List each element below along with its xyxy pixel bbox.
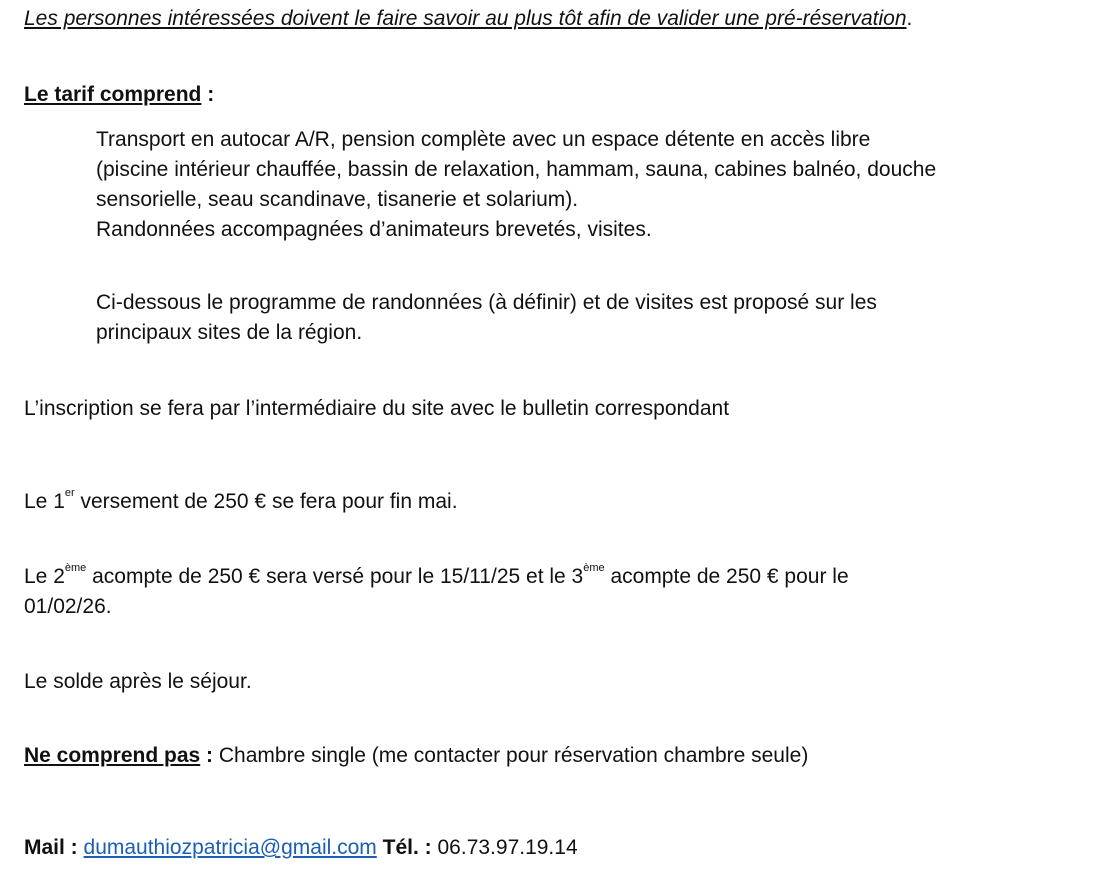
exclusion-colon: : <box>200 744 219 767</box>
versement-1-sup: er <box>64 487 75 499</box>
intro-period: . <box>906 7 913 30</box>
intro-paragraph <box>24 4 912 34</box>
versement-2-pre: Le 2 <box>24 565 65 588</box>
versement-2-post: acompte de 250 € pour le <box>604 565 849 588</box>
exclusion-text: Chambre single (me contacter pour réservation chambre seule) <box>218 744 809 767</box>
phone-number: 06.73.97.19.14 <box>437 836 578 859</box>
versement-2-mid: acompte de 250 € sera versé pour le 15/11/25 et le 3 <box>86 565 584 588</box>
versement-1-post: versement de 250 € se fera pour fin mai. <box>74 490 458 513</box>
tarif-line-1: Transport en autocar A/R, pension complète avec un espace détente en accès libre <box>96 128 871 151</box>
tel-label: Tél. : <box>382 836 432 859</box>
versement-1-pre: Le 1 <box>24 490 65 513</box>
tarif-heading: Le tarif comprend <box>24 83 202 106</box>
versement-2-sup-1: ème <box>64 562 87 574</box>
email-link[interactable]: dumauthiozpatricia@gmail.com <box>83 836 377 859</box>
inscription-paragraph: L’inscription se fera par l’intermédiaire du site avec le bulletin correspondant <box>24 397 730 420</box>
versement-2-line-2: 01/02/26. <box>24 595 112 618</box>
versement-2-line-1 <box>24 562 849 592</box>
solde-paragraph: Le solde après le séjour. <box>24 670 252 693</box>
tarif-line-3: sensorielle, seau scandinave, tisanerie et solarium). <box>96 188 579 211</box>
versement-2-sup-2: ème <box>583 562 605 574</box>
tarif-line-2: (piscine intérieur chauffée, bassin de relaxation, hammam, sauna, cabines balnéo, douche <box>96 158 937 181</box>
exclusion-paragraph <box>24 741 808 771</box>
versement-1-paragraph <box>24 487 458 517</box>
contact-line <box>24 833 578 863</box>
intro-text: Les personnes intéressées doivent le faire savoir au plus tôt afin de valider une pré-réservation <box>24 7 907 30</box>
mail-label: Mail : <box>24 836 78 859</box>
exclusion-heading: Ne comprend pas <box>24 744 201 767</box>
tarif-heading-line <box>24 80 214 110</box>
tarif-heading-colon: : <box>201 83 215 106</box>
programme-line-1: Ci-dessous le programme de randonnées (à définir) et de visites est proposé sur les <box>96 291 877 314</box>
programme-line-2: principaux sites de la région. <box>96 321 363 344</box>
tarif-line-4: Randonnées accompagnées d’animateurs brevetés, visites. <box>96 218 652 241</box>
